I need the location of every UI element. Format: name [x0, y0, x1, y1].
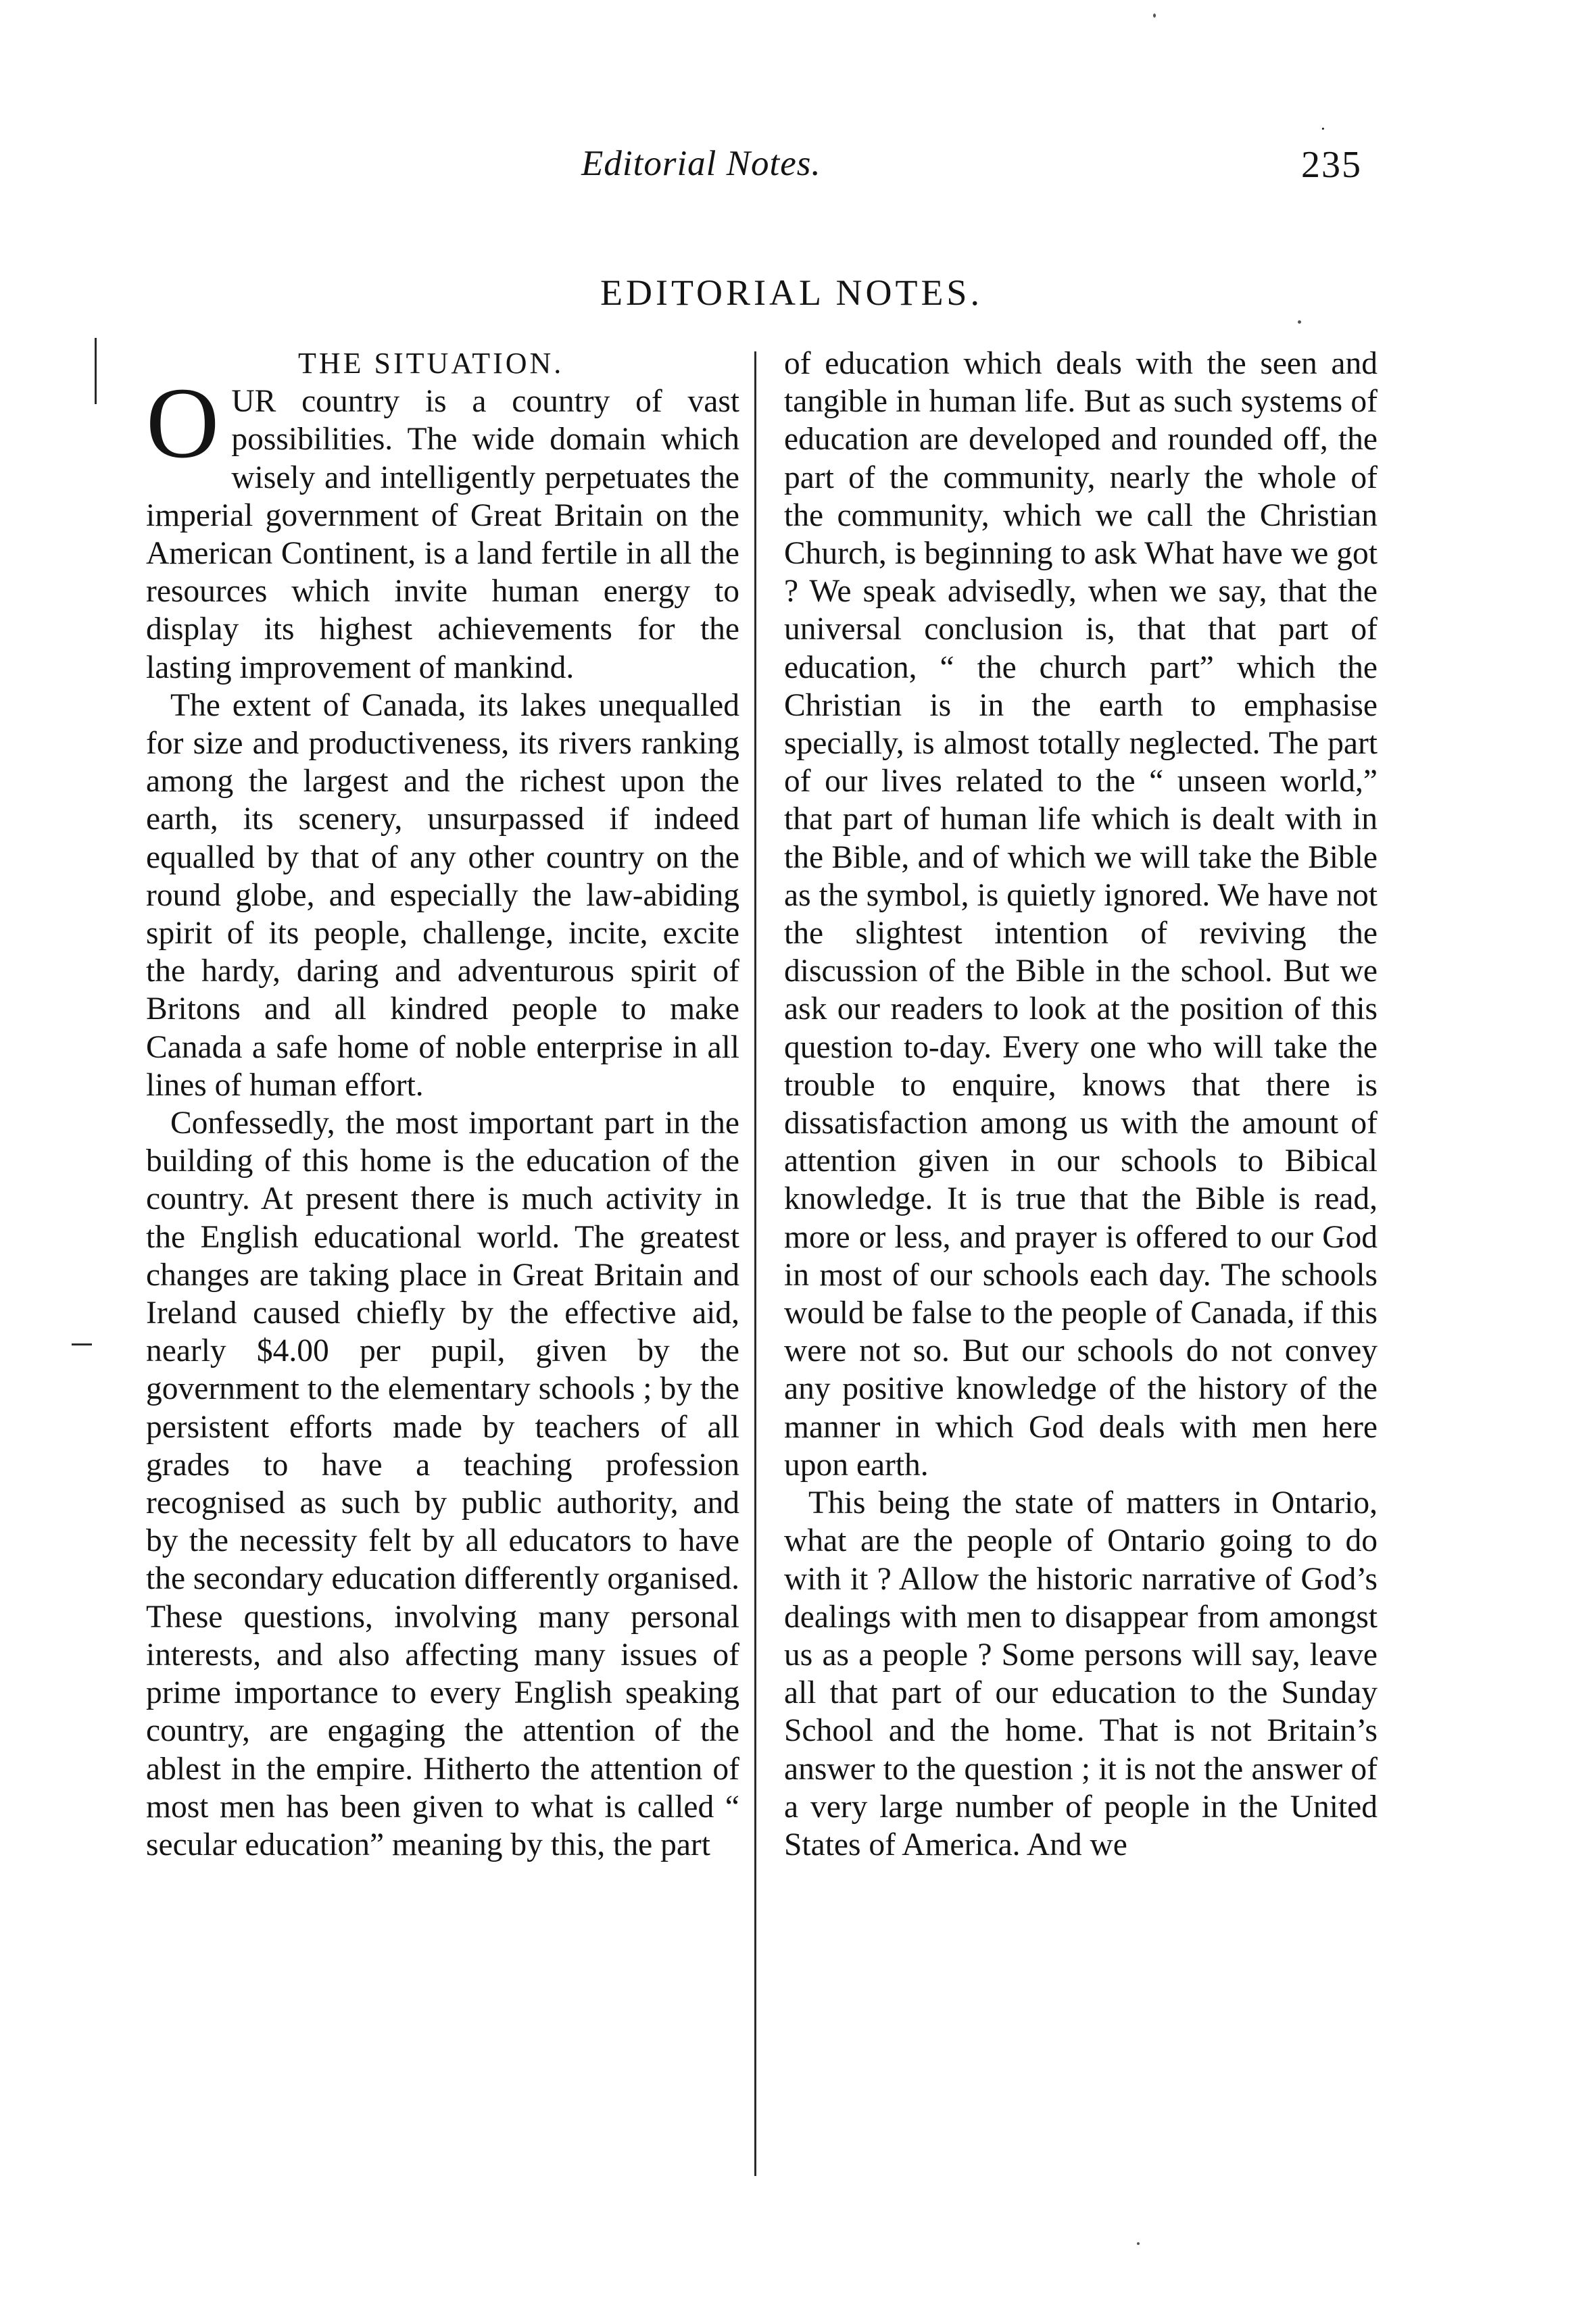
ink-speck: [1153, 14, 1156, 18]
page-number-mark: ·: [1320, 119, 1328, 139]
column-divider: [754, 351, 756, 2176]
ink-speck: [1137, 2242, 1140, 2245]
left-column: [146, 345, 739, 1864]
margin-dash: [72, 1343, 92, 1345]
paragraph: The extent of Canada, its lakes unequalled for size and productiveness, its rivers ranking among the largest and the richest upon the earth, its scenery, unsurpassed if indeed equalled by that of any other country on the round globe, and especially the law-abiding spirit of its people, challenge, incite, excite the hardy, daring and adventurous spirit of Britons and all kindred people to make Canada a safe home of noble enterprise in all lines of human effort.: [146, 687, 739, 1103]
paragraph: This being the state of matters in Ontario, what are the people of Ontario going to do with it ? Allow the historic narrative of God’s dealings with men to disappear from amongst us as a people ? Some persons will say, leave all that part of our education to the Sunday School and the home. That is not Britain’s answer to the question ; it is not the answer of a very large number of people in the United States of America. And we: [784, 1485, 1378, 1862]
drop-cap: O: [146, 367, 220, 480]
paragraph: Confessedly, the most important part in the building of this home is the education of the country. At present there is much activity in the English educational world. The greatest changes are taking place in Great Britain and Ireland caused chiefly by the effective aid, nearly $4.00 per pupil, given by the government to the elementary schools ; by the persistent efforts made by teachers of all grades to have a teaching profession recognised as such by public authority, and by the necessity felt by all educators to have the secondary education differently organised. These questions, involving many personal interests, and also affecting many issues of prime importance to every English speaking country, are engaging the attention of the ablest in the empire. Hitherto the attention of most men has been given to what is called “ secular education” meaning by this, the part: [146, 1106, 740, 1862]
margin-rule: [95, 338, 97, 404]
paragraph-text: UR country is a country of vast possibilities. The wide domain which wisely and intelligently perpetuates the imperial government of Great Britain on the American Continent, is a land fertile in all the resources which invite human energy to display its highest achievements for the lasting improvement of mankind.: [146, 384, 739, 685]
paragraph: [146, 367, 739, 687]
right-column: [784, 345, 1378, 1864]
page-number-value: 235: [1301, 144, 1362, 186]
section-heading: THE SITUATION.: [298, 347, 564, 380]
paragraph: of education which deals with the seen and tangible in human life. But as such systems of education are developed and rounded off, the part of the community, nearly the whole of the community, which we call the Christian Church, is beginning to ask What have we got ? We speak advisedly, when we say, that the universal conclusion is, that that part of education, “ the church part” which the Christian is in the earth to emphasise specially, is almost totally neglected. The part of our lives related to the “ unseen world,” that part of human life which is dealt with in the Bible, and of which we will take the Bible as the symbol, is quietly ignored. We have not the slightest intention of reviving the discussion of the Bible in the school. But we ask our readers to look at the position of this question to-day. Every one who will take the trouble to enquire, knows that there is dissatisfaction among us with the amount of attention given in our schools to Bibical knowledge. It is true that the Bible is read, more or less, and prayer is offered to our God in most of our schools each day. The schools would be false to the people of Canada, if this were not so. But our schools do not convey any positive knowledge of the history of the manner in which God deals with men here upon earth.: [784, 346, 1378, 1483]
ink-speck: [1298, 320, 1301, 324]
page-number: [1301, 119, 1362, 187]
page-title: EDITORIAL NOTES.: [600, 272, 983, 313]
running-head: Editorial Notes.: [581, 144, 821, 183]
